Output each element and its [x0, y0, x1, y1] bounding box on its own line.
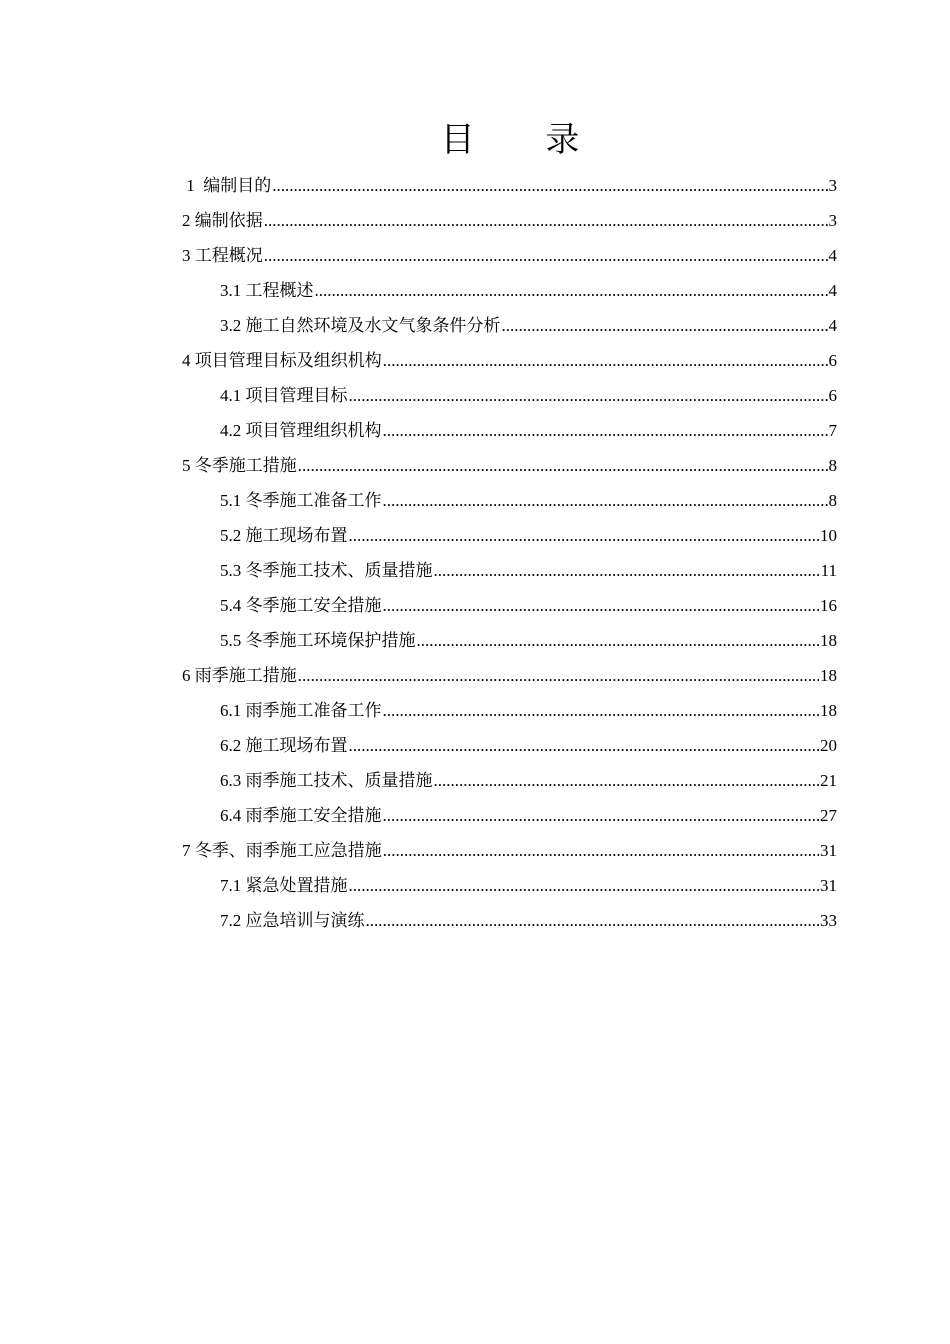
toc-entry-page-number: 3 [828, 211, 837, 230]
toc-entry-label: 施工现场布置 [245, 526, 348, 545]
dot-leader [349, 518, 820, 553]
toc-entry-label: 雨季施工安全措施 [245, 806, 382, 825]
table-of-contents [182, 168, 837, 938]
dot-leader [366, 903, 820, 938]
dot-leader [502, 308, 828, 343]
toc-entry-number: 5 [182, 456, 191, 475]
toc-entry-label: 工程概况 [194, 246, 263, 265]
toc-entry-page-number: 31 [820, 841, 837, 860]
dot-leader [383, 798, 820, 833]
dot-leader [434, 763, 820, 798]
dot-leader [264, 203, 828, 238]
toc-entry-page-number: 10 [820, 526, 837, 545]
toc-entry-number: 5.2 [220, 526, 242, 545]
toc-entry[interactable] [182, 658, 837, 693]
toc-entry[interactable] [182, 623, 837, 658]
toc-entry-page-number: 8 [828, 456, 837, 475]
toc-entry-number: 6.1 [220, 701, 242, 720]
dot-leader [383, 693, 820, 728]
toc-entry[interactable] [182, 693, 837, 728]
dot-leader [383, 483, 828, 518]
toc-entry-page-number: 3 [828, 176, 837, 195]
toc-entry-label: 项目管理组织机构 [245, 421, 382, 440]
toc-entry[interactable] [182, 168, 837, 203]
toc-entry-label: 雨季施工措施 [194, 666, 297, 685]
toc-entry[interactable] [182, 763, 837, 798]
toc-entry-page-number: 20 [820, 736, 837, 755]
toc-entry[interactable] [182, 483, 837, 518]
toc-entry-page-number: 33 [820, 911, 837, 930]
toc-entry[interactable] [182, 868, 837, 903]
toc-entry[interactable] [182, 798, 837, 833]
toc-entry-number: 6.3 [220, 771, 242, 790]
toc-entry-page-number: 31 [820, 876, 837, 895]
dot-leader [264, 238, 828, 273]
toc-entry-label: 冬季施工措施 [194, 456, 297, 475]
toc-entry-label: 冬季施工准备工作 [245, 491, 382, 510]
toc-entry-number: 4.2 [220, 421, 242, 440]
dot-leader [298, 448, 828, 483]
toc-entry-page-number: 7 [828, 421, 837, 440]
dot-leader [383, 833, 819, 868]
toc-entry-number: 5.3 [220, 561, 242, 580]
toc-entry-label: 应急培训与演练 [245, 911, 365, 930]
toc-entry-page-number: 18 [820, 666, 837, 685]
toc-entry-page-number: 18 [820, 701, 837, 720]
toc-entry[interactable] [182, 588, 837, 623]
toc-entry-label: 编制目的 [199, 176, 272, 195]
toc-entry-number: 7.2 [220, 911, 242, 930]
toc-entry-label: 冬季施工安全措施 [245, 596, 382, 615]
toc-entry-number: 4 [182, 351, 191, 370]
toc-entry-number: 1 [182, 176, 195, 195]
toc-entry-label: 施工现场布置 [245, 736, 348, 755]
toc-entry-page-number: 4 [828, 246, 837, 265]
toc-entry[interactable] [182, 238, 837, 273]
toc-entry[interactable] [182, 833, 837, 868]
toc-entry[interactable] [182, 448, 837, 483]
toc-entry-page-number: 6 [828, 351, 837, 370]
toc-entry[interactable] [182, 518, 837, 553]
toc-entry-page-number: 6 [828, 386, 837, 405]
dot-leader [349, 728, 820, 763]
dot-leader [349, 868, 820, 903]
toc-entry-number: 3.2 [220, 316, 242, 335]
dot-leader [383, 343, 828, 378]
toc-entry-label: 施工自然环境及水文气象条件分析 [245, 316, 501, 335]
toc-entry-number: 6 [182, 666, 191, 685]
toc-entry[interactable] [182, 728, 837, 763]
toc-entry-number: 7.1 [220, 876, 242, 895]
toc-entry-number: 5.5 [220, 631, 242, 650]
toc-entry-page-number: 16 [820, 596, 837, 615]
toc-entry[interactable] [182, 308, 837, 343]
toc-entry[interactable] [182, 203, 837, 238]
toc-entry-label: 冬季施工环境保护措施 [245, 631, 416, 650]
toc-entry-label: 雨季施工准备工作 [245, 701, 382, 720]
toc-entry[interactable] [182, 553, 837, 588]
toc-entry-number: 5.4 [220, 596, 242, 615]
toc-entry-page-number: 8 [828, 491, 837, 510]
toc-entry-label: 项目管理目标 [245, 386, 348, 405]
toc-title: 目 录 [440, 120, 610, 160]
dot-leader [383, 413, 828, 448]
dot-leader [383, 588, 820, 623]
toc-entry-page-number: 21 [820, 771, 837, 790]
toc-entry-label: 项目管理目标及组织机构 [194, 351, 382, 370]
toc-entry-page-number: 4 [828, 281, 837, 300]
toc-entry-label: 冬季施工技术、质量措施 [245, 561, 433, 580]
toc-entry-page-number: 4 [828, 316, 837, 335]
toc-entry-label: 编制依据 [194, 211, 263, 230]
toc-entry-number: 7 [182, 841, 191, 860]
dot-leader [272, 168, 827, 203]
toc-entry-label: 雨季施工技术、质量措施 [245, 771, 433, 790]
toc-entry[interactable] [182, 413, 837, 448]
dot-leader [315, 273, 828, 308]
toc-entry-number: 3 [182, 246, 191, 265]
toc-entry-page-number: 11 [820, 561, 837, 580]
toc-entry[interactable] [182, 273, 837, 308]
toc-entry-number: 3.1 [220, 281, 242, 300]
toc-entry-label: 工程概述 [245, 281, 314, 300]
toc-entry-page-number: 27 [820, 806, 837, 825]
dot-leader [298, 658, 819, 693]
toc-entry-label: 紧急处置措施 [245, 876, 348, 895]
dot-leader [349, 378, 828, 413]
toc-entry-number: 6.4 [220, 806, 242, 825]
toc-entry[interactable] [182, 903, 837, 938]
dot-leader [434, 553, 820, 588]
toc-entry[interactable] [182, 343, 837, 378]
toc-entry-number: 6.2 [220, 736, 242, 755]
toc-entry-label: 冬季、雨季施工应急措施 [194, 841, 382, 860]
toc-entry[interactable] [182, 378, 837, 413]
toc-entry-number: 5.1 [220, 491, 242, 510]
toc-entry-number: 2 [182, 211, 191, 230]
dot-leader [417, 623, 820, 658]
toc-entry-number: 4.1 [220, 386, 242, 405]
toc-entry-page-number: 18 [820, 631, 837, 650]
